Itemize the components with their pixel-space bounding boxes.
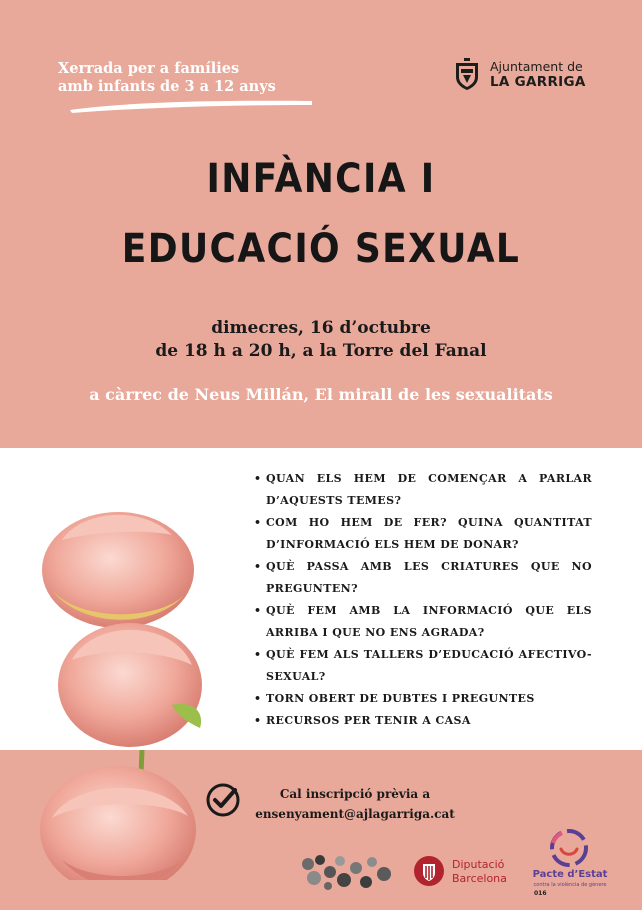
audience-line-2: amb infants de 3 a 12 anys xyxy=(58,78,276,95)
ajuntament-logo xyxy=(452,57,602,93)
pacte-estat-logo xyxy=(530,827,610,901)
list-item: • QUÈ FEM ALS TALLERS D’EDUCACIÓ AFECTIVO-SEXUAL? xyxy=(254,644,592,688)
registration-info xyxy=(240,784,470,824)
pacte-ring-icon xyxy=(548,827,590,869)
rose-flowers-image xyxy=(22,500,222,910)
list-item: • QUÈ FEM AMB LA INFORMACIÓ QUE ELS ARRIBA I QUE NO ENS AGRADA? xyxy=(254,600,592,644)
logo-line-2: LA GARRIGA xyxy=(490,74,586,90)
city-shield-icon xyxy=(452,57,482,91)
list-item: • COM HO HEM DE FER? QUINA QUANTITAT D’INFORMACIÓ ELS HEM DE DONAR? xyxy=(254,512,592,556)
brush-underline xyxy=(68,98,314,114)
audience-text xyxy=(58,60,318,96)
pacte-subtitle: contra la violència de gènere xyxy=(533,882,607,888)
registration-label: Cal inscripció prèvia a xyxy=(279,787,431,801)
community-logo-image xyxy=(300,852,396,892)
pacte-016-badge: 016 xyxy=(534,890,547,897)
list-item: • TORN OBERT DE DUBTES I PREGUNTES xyxy=(254,688,592,710)
diputacio-logo xyxy=(414,855,514,889)
title-line-2: EDUCACIÓ SEXUAL xyxy=(121,226,521,272)
list-item: • QUÈ PASSA AMB LES CRIATURES QUE NO PREGUNTEN? xyxy=(254,556,592,600)
list-item: • QUAN ELS HEM DE COMENÇAR A PARLAR D’AQUESTS TEMES? xyxy=(254,468,592,512)
diputacio-emblem-icon xyxy=(414,855,444,887)
diputacio-line-2: Barcelona xyxy=(452,872,507,885)
event-time-place: de 18 h a 20 h, a la Torre del Fanal xyxy=(155,341,487,361)
logo-line-1: Ajuntament de xyxy=(490,59,583,74)
checkmark-circle-icon xyxy=(206,782,242,818)
event-date: dimecres, 16 d’octubre xyxy=(211,318,431,338)
pacte-name: Pacte d’Estat xyxy=(532,869,608,880)
list-item: • RECURSOS PER TENIR A CASA xyxy=(254,710,592,732)
event-speaker: a càrrec de Neus Millán, El mirall de les sexualitats xyxy=(89,385,553,404)
registration-email[interactable]: ensenyament@ajlagarriga.cat xyxy=(255,807,455,821)
title-line-1: INFÀNCIA I xyxy=(206,156,436,202)
diputacio-line-1: Diputació xyxy=(452,858,505,871)
audience-line-1: Xerrada per a famílies xyxy=(58,60,240,77)
questions-list xyxy=(254,468,592,732)
